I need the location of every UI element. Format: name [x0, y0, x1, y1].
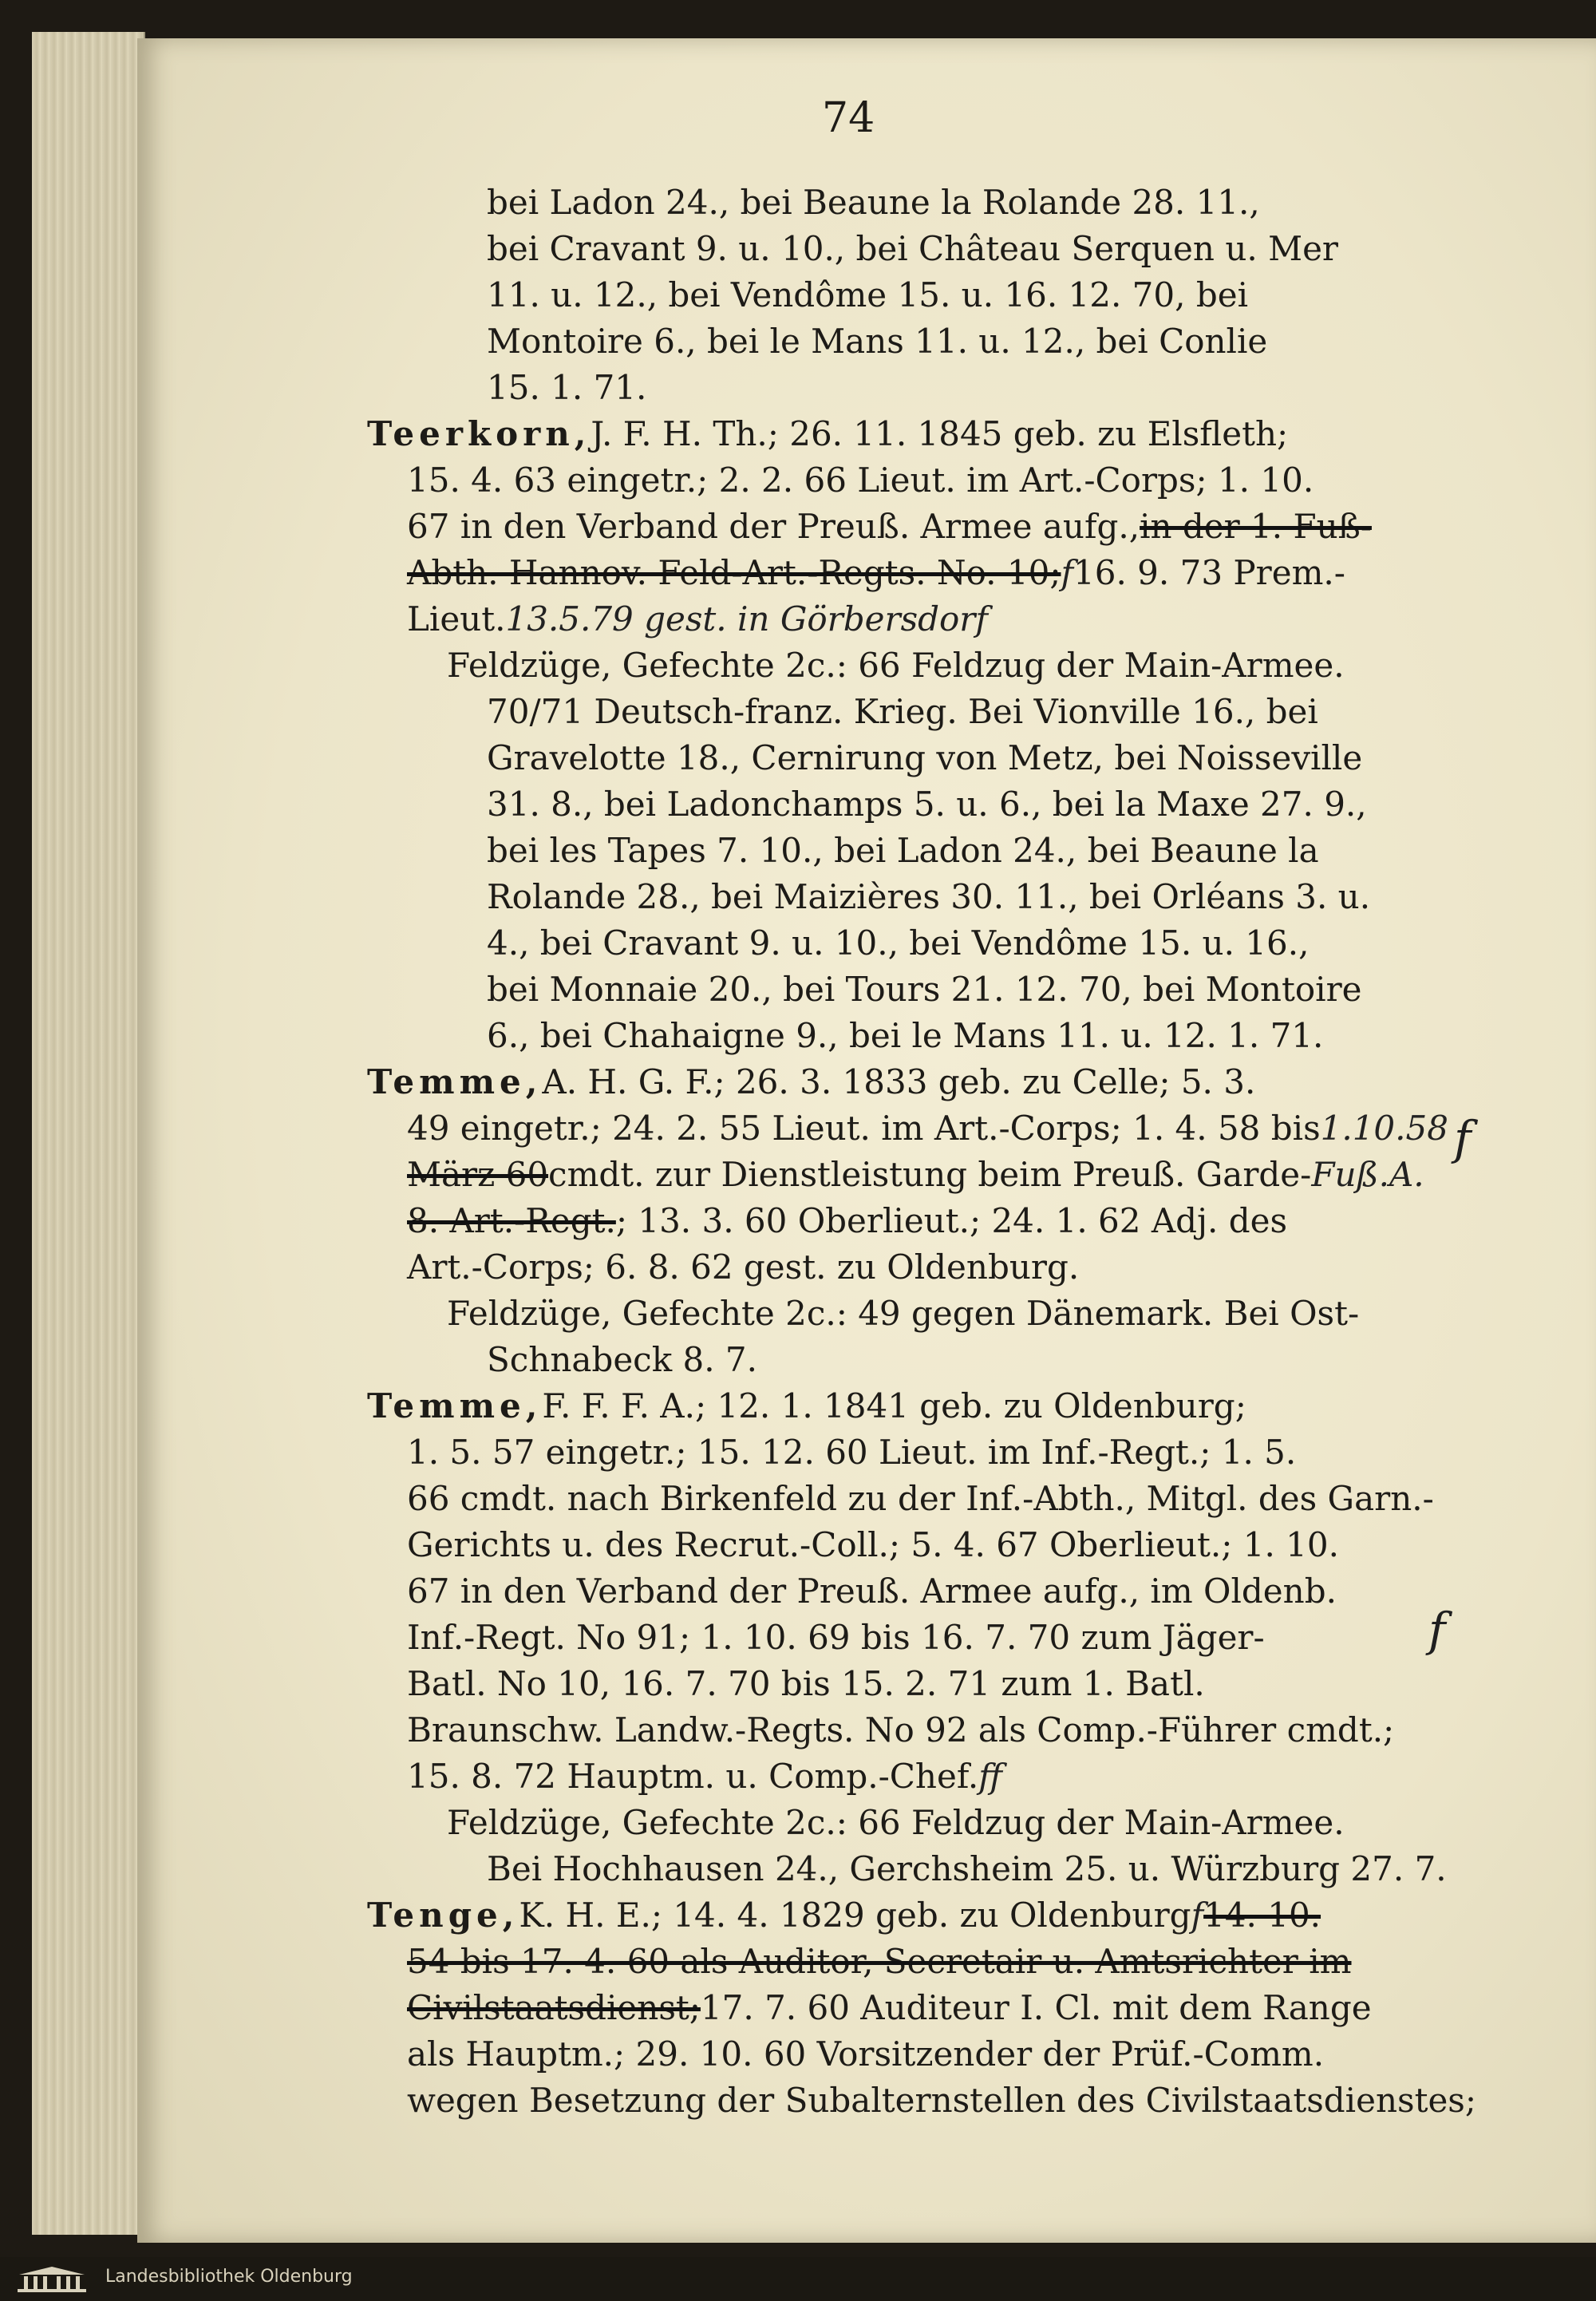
line-text: Montoire 6., bei le Mans 11. u. 12., bei Conlie — [487, 322, 1268, 361]
handwritten-annotation: f — [1061, 553, 1074, 592]
text-line — [447, 1291, 1359, 1337]
text-line — [487, 920, 1309, 967]
text-line — [487, 1846, 1447, 1892]
handwritten-annotation: Fuß.A. — [1311, 1155, 1424, 1194]
line-text: 15. 1. 71. — [487, 368, 647, 407]
text-line — [407, 1615, 1265, 1661]
line-text: Feldzüge, Gefechte 2c.: 49 gegen Dänemark. Bei Ost- — [447, 1294, 1360, 1333]
line-text: F. F. F. A.; 12. 1. 1841 geb. zu Oldenburg; — [542, 1386, 1246, 1425]
entry-heading-line — [367, 1383, 1246, 1429]
page-number: 74 — [822, 94, 875, 142]
line-text: 66 cmdt. nach Birkenfeld zu der Inf.-Abth., Mitgl. des Garn.- — [407, 1479, 1434, 1518]
line-text: cmdt. zur Dienstleistung beim Preuß. Garde- — [548, 1155, 1312, 1194]
line-text: Feldzüge, Gefechte 2c.: 66 Feldzug der Main-Armee. — [447, 1803, 1345, 1842]
line-text: bei les Tapes 7. 10., bei Ladon 24., bei Beaune la — [487, 831, 1319, 870]
text-line — [407, 2031, 1324, 2078]
line-text: 11. u. 12., bei Vendôme 15. u. 16. 12. 70, bei — [487, 275, 1249, 314]
line-text: bei Ladon 24., bei Beaune la Rolande 28. 11., — [487, 183, 1260, 222]
text-line — [407, 504, 1372, 550]
text-line — [487, 689, 1318, 735]
text-line — [407, 1707, 1394, 1753]
struck-text: in der 1. Fuß- — [1140, 507, 1372, 546]
line-text: als Hauptm.; 29. 10. 60 Vorsitzender der Prüf.-Comm. — [407, 2034, 1325, 2074]
line-text: K. H. E.; 14. 4. 1829 geb. zu Oldenburg — [519, 1896, 1191, 1935]
line-text: Lieut. — [407, 599, 506, 639]
text-line — [407, 1522, 1339, 1568]
line-text: 15. 8. 72 Hauptm. u. Comp.-Chef. — [407, 1757, 979, 1796]
line-text: Bei Hochhausen 24., Gerchsheim 25. u. Würzburg 27. 7. — [487, 1849, 1447, 1888]
text-line — [407, 1985, 1372, 2031]
handwritten-annotation: 13.5.79 gest. in Görbersdorf — [505, 599, 988, 639]
line-text: 6., bei Chahaigne 9., bei le Mans 11. u. 12. 1. 71. — [487, 1016, 1324, 1055]
margin-annotation-mark: f — [1454, 1111, 1472, 1165]
struck-text: 8. Art.-Regt. — [407, 1201, 616, 1240]
text-line — [487, 318, 1267, 365]
entry-surname: Temme, — [367, 1386, 543, 1425]
line-text: A. H. G. F.; 26. 3. 1833 geb. zu Celle; 5. 3. — [542, 1062, 1256, 1101]
text-line — [407, 1568, 1337, 1615]
struck-text: Civilstaatsdienst; — [407, 1988, 701, 2027]
text-line — [487, 828, 1319, 874]
line-text: Rolande 28., bei Maizières 30. 11., bei Orléans 3. u. — [487, 877, 1371, 916]
text-line — [487, 735, 1362, 781]
line-text: 1. 5. 57 eingetr.; 15. 12. 60 Lieut. im Inf.-Regt.; 1. 5. — [407, 1433, 1297, 1472]
line-text: J. F. H. Th.; 26. 11. 1845 geb. zu Elsfleth; — [591, 414, 1289, 453]
line-text: Batl. No 10, 16. 7. 70 bis 15. 2. 71 zum 1. Batl. — [407, 1664, 1205, 1703]
line-text: Braunschw. Landw.-Regts. No 92 als Comp.-Führer cmdt.; — [407, 1710, 1395, 1749]
book-page-edges — [32, 32, 145, 2235]
entry-surname: Temme, — [367, 1062, 543, 1101]
line-text: 31. 8., bei Ladonchamps 5. u. 6., bei la Maxe 27. 9., — [487, 785, 1367, 824]
line-text: 17. 7. 60 Auditeur I. Cl. mit dem Range — [700, 1988, 1372, 2027]
text-line — [407, 1244, 1079, 1291]
entry-surname: Tenge, — [367, 1896, 519, 1935]
line-text: 70/71 Deutsch-franz. Krieg. Bei Vionville 16., bei — [487, 692, 1318, 731]
text-line — [487, 365, 646, 411]
line-text: 67 in den Verband der Preuß. Armee aufg., — [407, 507, 1140, 546]
margin-annotation-mark: f — [1428, 1603, 1446, 1657]
text-line — [487, 180, 1260, 226]
text-line — [487, 1337, 757, 1383]
library-building-icon — [16, 2265, 88, 2294]
text-line — [487, 874, 1370, 920]
handwritten-annotation: 1.10.58 — [1320, 1109, 1448, 1148]
line-text: 16. 9. 73 Prem.- — [1073, 553, 1345, 592]
line-text: Gerichts u. des Recrut.-Coll.; 5. 4. 67 Oberlieut.; 1. 10. — [407, 1525, 1339, 1564]
line-text: bei Cravant 9. u. 10., bei Château Serquen u. Mer — [487, 229, 1339, 268]
text-line — [487, 226, 1338, 272]
line-text: ; 13. 3. 60 Oberlieut.; 24. 1. 62 Adj. des — [615, 1201, 1288, 1240]
text-line — [407, 1152, 1424, 1198]
text-line — [487, 1013, 1323, 1059]
text-line — [407, 550, 1345, 596]
text-line — [487, 781, 1367, 828]
struck-text: 54 bis 17. 4. 60 als Auditor, Secretair u. Amtsrichter im — [407, 1942, 1352, 1981]
text-line — [407, 2078, 1476, 2124]
text-line — [407, 1939, 1352, 1985]
line-text: 4., bei Cravant 9. u. 10., bei Vendôme 15. u. 16., — [487, 923, 1310, 963]
text-line — [407, 1753, 1002, 1800]
handwritten-annotation: ff — [978, 1757, 1003, 1796]
text-line — [407, 596, 988, 642]
text-line — [407, 1661, 1205, 1707]
line-text: 15. 4. 63 eingetr.; 2. 2. 66 Lieut. im Art.-Corps; 1. 10. — [407, 461, 1314, 500]
line-text: bei Monnaie 20., bei Tours 21. 12. 70, bei Montoire — [487, 970, 1362, 1009]
line-text: Inf.-Regt. No 91; 1. 10. 69 bis 16. 7. 70 zum Jäger- — [407, 1618, 1265, 1657]
text-line — [447, 1800, 1345, 1846]
entry-surname: Teerkorn, — [367, 414, 591, 453]
line-text: Feldzüge, Gefechte 2c.: 66 Feldzug der Main-Armee. — [447, 646, 1345, 685]
struck-text: 14. 10. — [1203, 1896, 1321, 1935]
entry-heading-line — [367, 1892, 1321, 1939]
struck-text: Abth. Hannov. Feld-Art.-Regts. No. 10; — [407, 553, 1061, 592]
entry-heading-line — [367, 411, 1288, 457]
text-line — [487, 967, 1362, 1013]
text-line — [407, 1105, 1448, 1152]
line-text: 67 in den Verband der Preuß. Armee aufg., im Oldenb. — [407, 1572, 1337, 1611]
entry-heading-line — [367, 1059, 1255, 1105]
handwritten-annotation: f — [1191, 1896, 1204, 1935]
line-text: 49 eingetr.; 24. 2. 55 Lieut. im Art.-Corps; 1. 4. 58 bis — [407, 1109, 1321, 1148]
text-line — [407, 457, 1314, 504]
struck-text: März 60 — [407, 1155, 549, 1194]
text-line — [407, 1476, 1434, 1522]
text-line — [407, 1198, 1287, 1244]
line-text: Schnabeck 8. 7. — [487, 1340, 757, 1379]
line-text: Art.-Corps; 6. 8. 62 gest. zu Oldenburg. — [407, 1247, 1080, 1287]
text-line — [487, 272, 1248, 318]
line-text: Gravelotte 18., Cernirung von Metz, bei Noisseville — [487, 738, 1363, 777]
text-line — [447, 642, 1345, 689]
text-line — [407, 1429, 1296, 1476]
line-text: wegen Besetzung der Subalternstellen des Civilstaatsdienstes; — [407, 2081, 1477, 2120]
footer-label: Landesbibliothek Oldenburg — [105, 2267, 353, 2287]
